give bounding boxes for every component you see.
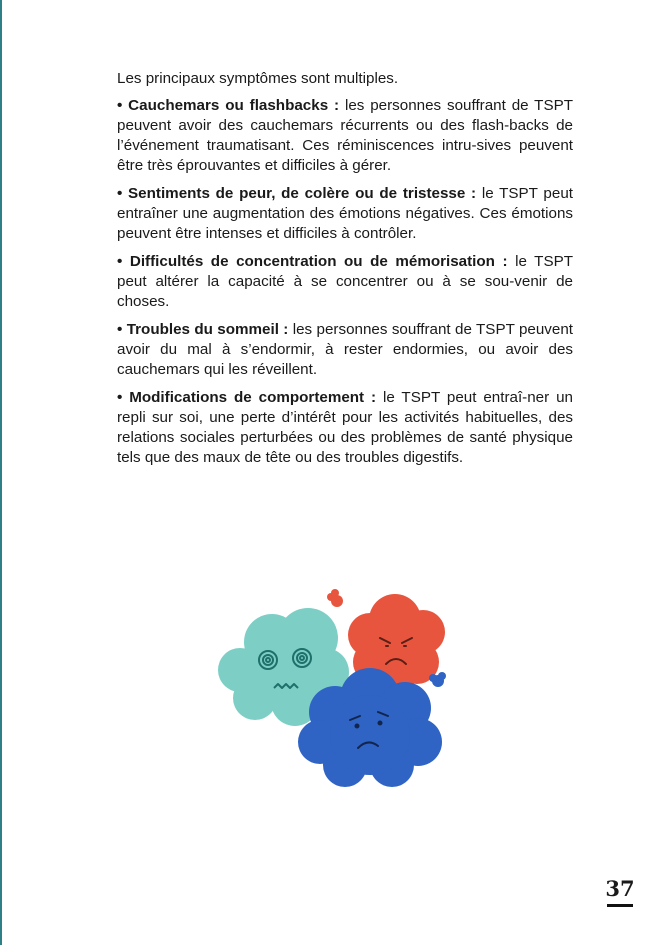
intro-paragraph: Les principaux symptômes sont multiples. (117, 70, 399, 87)
symptom-lead: • Modifications de comportement : (117, 389, 377, 406)
symptom-text: le TSPT peut entraî-ner un repli sur soi, une perte d’intérêt pour les activités habituelles, des relations sociales perturbées ou des problèmes de santé physique tels que des maux de tête ou des troubles digestifs. (117, 389, 573, 466)
symptom-item (117, 388, 573, 468)
symptom-item (117, 96, 573, 176)
symptom-lead: • Sentiments de peur, de colère ou de tristesse : (117, 185, 477, 202)
symptom-text: les personnes souffrant de TSPT peuvent avoir des cauchemars récurrents ou des flash-backs de l’événement traumatisant. Ces réminiscences intru-sives peuvent être très éprouvantes et difficiles à gérer. (117, 97, 573, 174)
symptom-text: les personnes souffrant de TSPT peuvent avoir du mal à s’endormir, à rester endormies, ou avoir des cauchemars qui les réveillent. (117, 321, 573, 378)
symptom-lead: • Troubles du sommeil : (117, 321, 289, 338)
symptom-text: le TSPT peut altérer la capacité à se concentrer ou à se sou-venir de choses. (117, 253, 573, 310)
symptom-item (117, 320, 573, 380)
symptom-text: le TSPT peut entraîner une augmentation des émotions négatives. Ces émotions peuvent être intenses et difficiles à contrôler. (117, 185, 573, 242)
symptom-item (117, 252, 573, 312)
symptom-lead: • Cauchemars ou flashbacks : (117, 97, 340, 114)
page-number: 37 (605, 876, 635, 901)
body-text (117, 69, 573, 476)
emotion-clouds-illustration (210, 580, 470, 790)
symptom-item (117, 184, 573, 244)
page-edge-line (0, 0, 2, 945)
page-number-underline (607, 904, 633, 907)
symptom-lead: • Difficultés de concentration ou de mémorisation : (117, 253, 508, 270)
